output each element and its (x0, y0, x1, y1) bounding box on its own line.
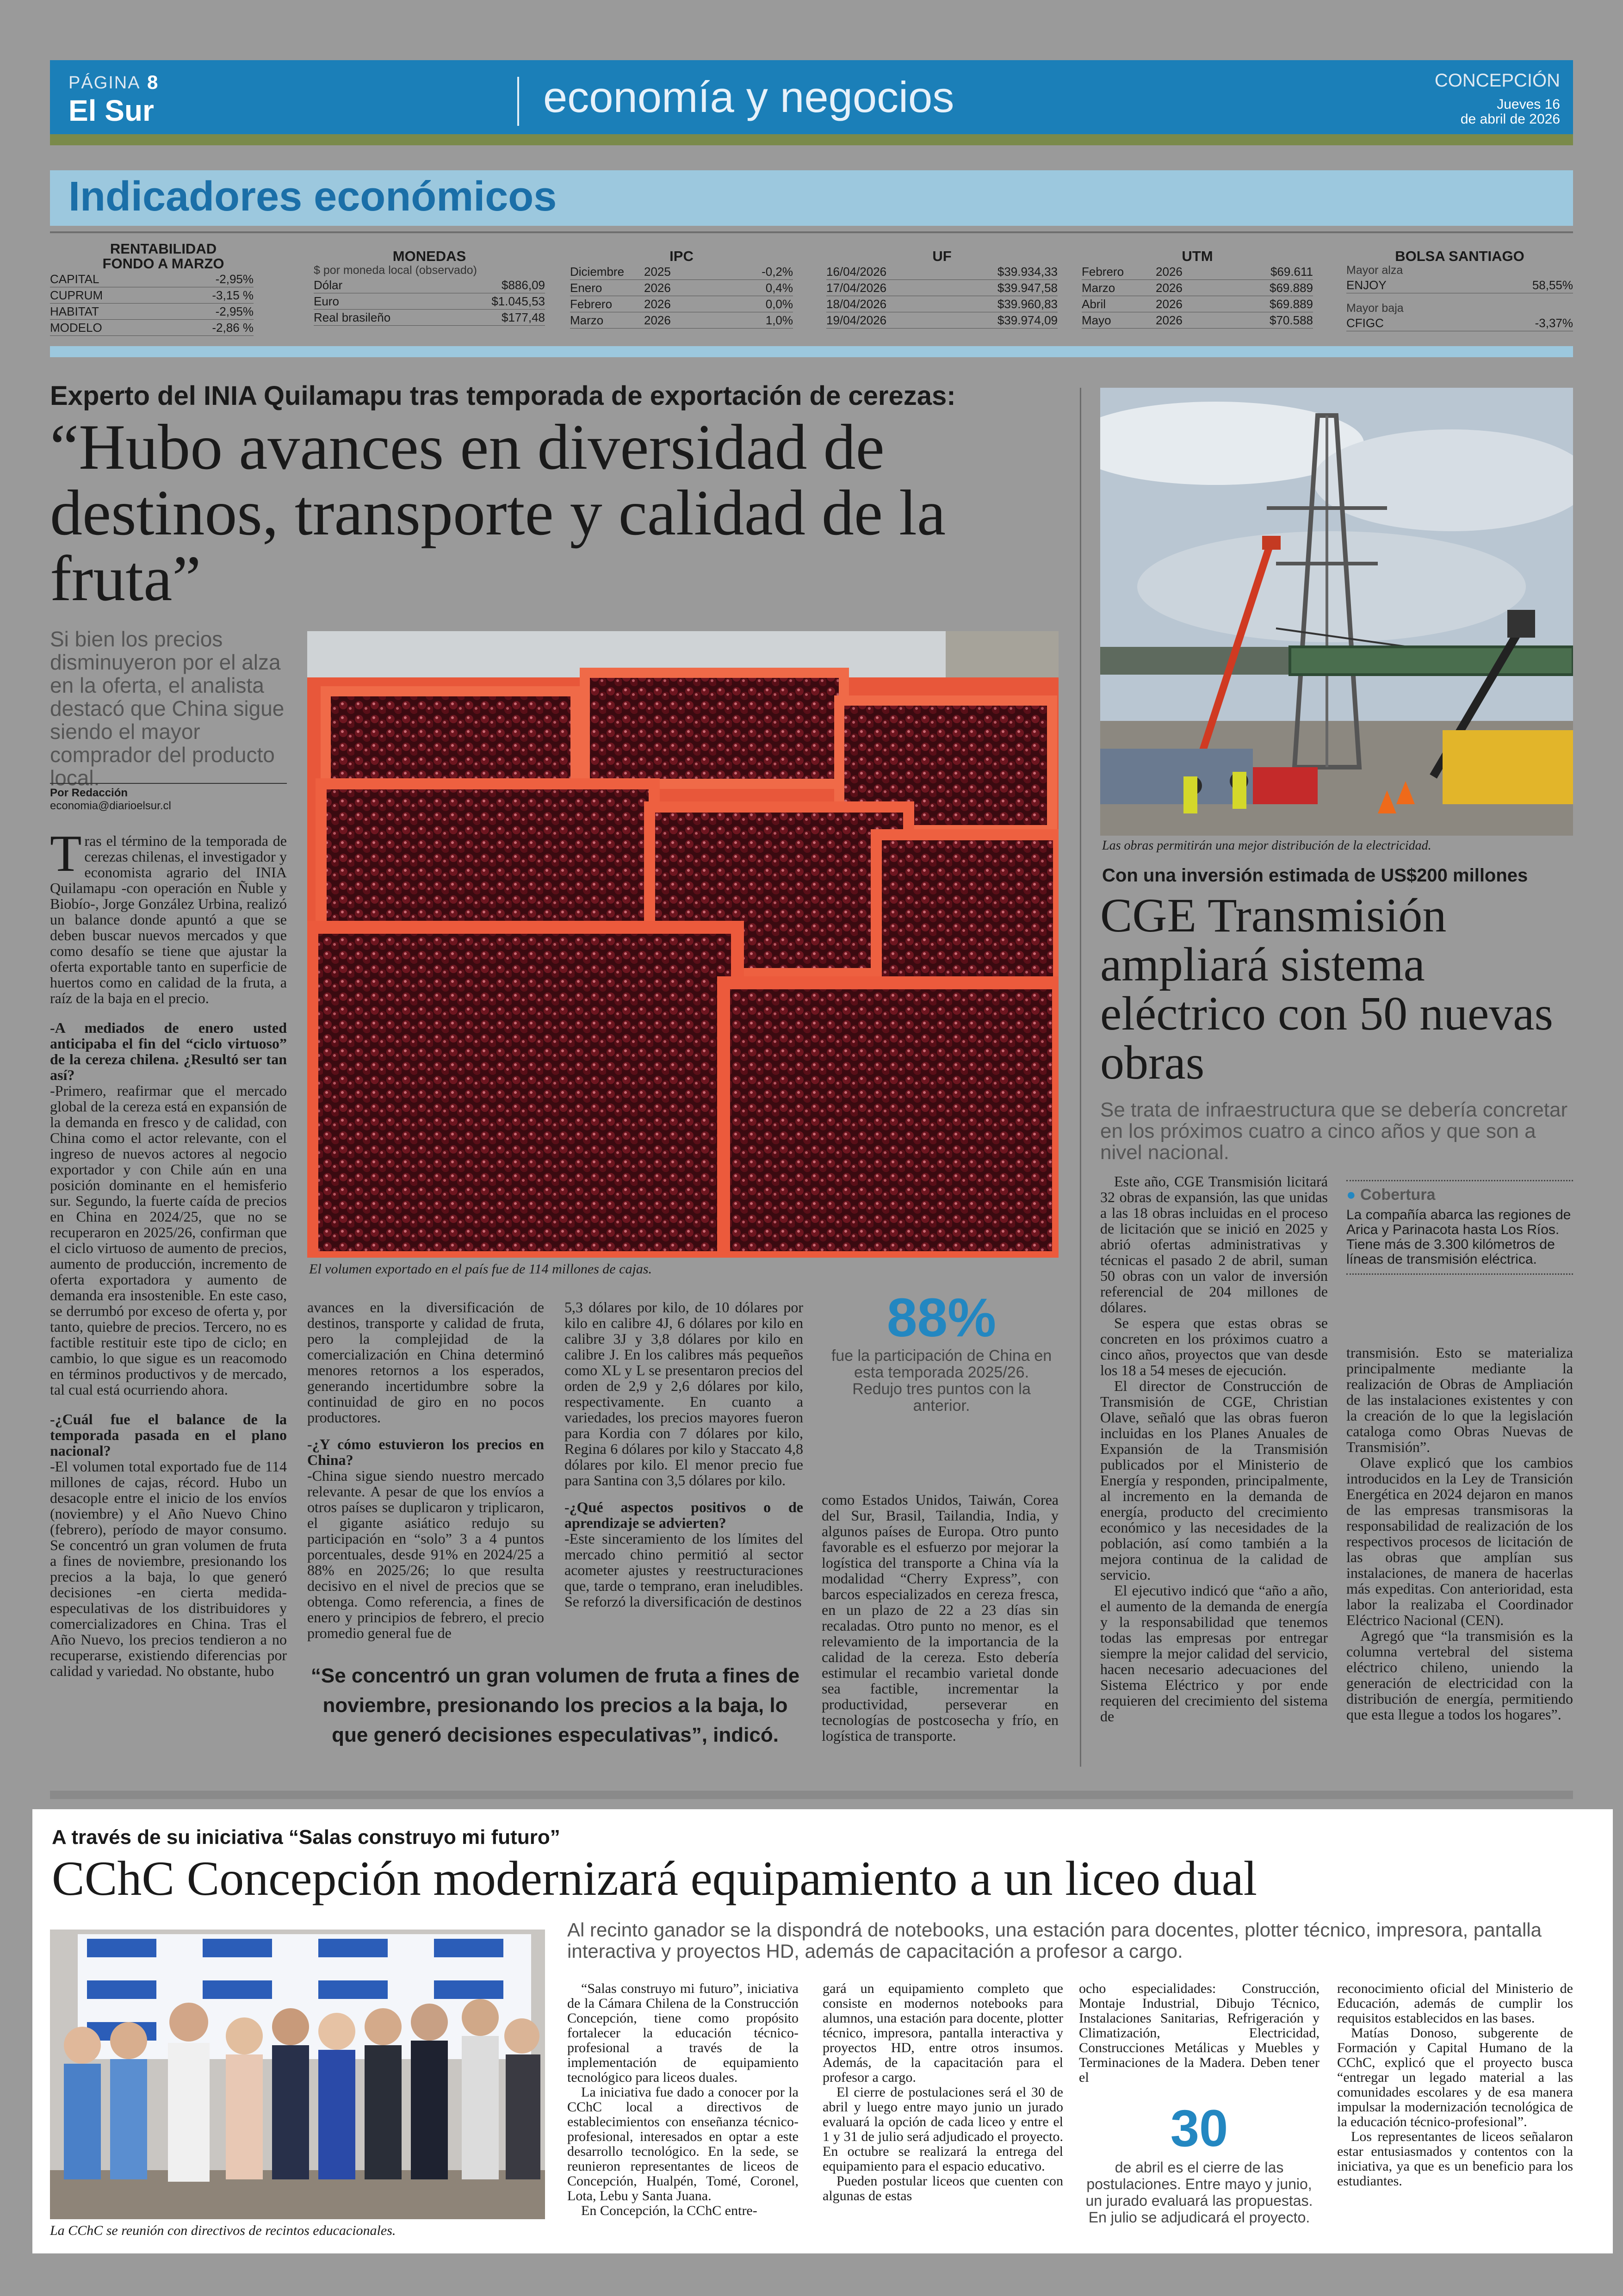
cchc-p8: reconocimiento oficial del Ministerio de Educación, además de cumplir los requisitos establecidos en las bases. (1337, 1981, 1573, 2026)
dropcap: T (50, 825, 82, 882)
alza-value: 58,55% (1532, 278, 1573, 292)
indicator-row (826, 296, 1058, 312)
indicator-cell: CUPRUM (50, 288, 103, 302)
indicator-row (826, 312, 1058, 329)
cchc-p4: gará un equipamiento completo que consiste en modernos notebooks para alumnos, una estación para docente, plotter técnico, impresora, pantalla interactiva y proyectos HD, entre otros insumos. Además, de la capacitación para el profesor a cargo. (823, 1981, 1063, 2085)
indicator-row (314, 310, 545, 326)
cchc-p1: “Salas construyo mi futuro”, iniciativa de la Cámara Chilena de la Construcción Concepción, tiene como propósito fortalecer la educación técnico-profesional a través de la implementación de equipamiento tecnológico para liceos duales. (567, 1981, 799, 2085)
article1-headline: “Hubo avances en diversidad de destinos, transporte y calidad de la fruta” (50, 411, 946, 614)
page-header (50, 60, 1573, 134)
indicator-cell: 0,4% (765, 281, 793, 295)
article3-headline: CChC Concepción modernizará equipamiento a un liceo dual (52, 1851, 1258, 1905)
col3-text: 5,3 dólares por kilo, de 10 dólares por kilo en calibre 4J, 6 dólares por kilo en calibre 3J y 3,8 dólares por kilo en calibre J. En los calibres más pequeños como XL y L se presentaron precios del orden de 2,9 y 2,6 dólares por kilo, respectivamente. En cuanto a variedades, los precios mayores fueron para Kordia con 7 dólares por kilo, Regina 6 dólares por kilo y Staccato 4,8 dólares por kilo. El menor precio fue para Santina con 3,5 dólares por kilo. (564, 1299, 803, 1489)
byline-email: economia@diarioelsur.cl (50, 800, 171, 812)
bolsa-baja-label: Mayor baja (1346, 302, 1404, 315)
indicator-cell: Febrero (1082, 265, 1124, 279)
monedas-subtitle: $ por moneda local (observado) (314, 264, 477, 277)
cobertura-box (1346, 1180, 1573, 1275)
indicators-bottom-band (50, 346, 1573, 357)
cchc-photo (50, 1930, 545, 2219)
section-separator (50, 1791, 1573, 1799)
section-title: economía y negocios (543, 73, 954, 121)
ipc-rows (570, 264, 793, 329)
indicator-cell: Enero (570, 281, 602, 295)
cge-p3: El director de Construcción de Transmisión de CGE, Christian Olave, señaló que las obras fueron incluidas en los Planes Anuales de Expansión de la Transmisión publicados por el Ministerio de Energía y responden, principalmente, al incremento en la demanda de energía, producto del crecimiento económico y las necesidades de la población, así como también a la mejora continua de la calidad de servicio. (1100, 1378, 1328, 1583)
cobertura-title-row (1346, 1186, 1573, 1204)
indicator-cell: CAPITAL (50, 272, 99, 286)
indicator-cell: -3,15 % (212, 288, 254, 302)
cge-p2: Se espera que estas obras se concreten en los próximos cuatro a cinco años, proyectos que van desde los 18 a 54 meses de ejecución. (1100, 1315, 1328, 1378)
utm-block (1082, 249, 1313, 329)
article1-col3 (564, 1299, 803, 1609)
uf-rows (826, 264, 1058, 329)
bolsa-baja-row (1346, 315, 1573, 331)
indicator-cell: -0,2% (762, 265, 793, 279)
cge-p4: El ejecutivo indicó que “año a año, el aumento de la demanda de energía y la responsabilidad que tenemos todas las empresas por entregar siempre la mejor calidad del servicio, hacen necesario adecuaciones del Sistema Eléctrico y por ende requieren del crecimiento del sistema de (1100, 1582, 1328, 1725)
answer-2: -El volumen total exportado fue de 114 millones de cajas, récord. Hubo un desacople entre el inicio de los envíos (noviembre) y el Año Nuevo Chino (febrero), período de mayor consumo. Se concentró un gran volumen de fruta a fines de noviembre, presionando los precios a la baja, lo que generó decisiones -en cierta medida- especulativas de los distribuidores y comercializadores en China. Tras el Año Nuevo, los precios tendieron a no recuperarse, existiendo diferencias por calidad y variedad. No obstante, hubo (50, 1458, 287, 1679)
city: CONCEPCIÓN (1434, 70, 1560, 91)
indicator-cell: $69.889 (1270, 281, 1313, 295)
article2-kicker: Con una inversión estimada de US$200 millones (1102, 865, 1528, 886)
indicator-cell: $39.934,33 (997, 265, 1058, 279)
indicator-cell: $69.889 (1270, 297, 1313, 311)
article1-col4 (822, 1492, 1059, 1744)
cherries-photo (307, 631, 1059, 1258)
article3-col4 (1337, 1981, 1573, 2189)
page-label: PÁGINA (68, 73, 141, 93)
fondo-block (50, 242, 254, 336)
intro-rest: ras el término de la temporada de cerezas chilenas, el investigador y economista agrario del INIA Quilamapu -con operación en Ñuble y Biobío-, Jorge González Urbina, realizó un balance donde apuntó a que se deben buscar nuevos mercados y que como desafío se tiene que ajustar la oferta exportable tanto en superficie de huertos como en calidad de la fruta, a raíz de la baja en el precio. (50, 832, 287, 1006)
indicator-cell: $886,09 (502, 278, 545, 292)
ipc-title: IPC (669, 248, 694, 264)
stat-30: 30 (1170, 2099, 1228, 2157)
pull-quote: “Se concentró un gran volumen de fruta a fines de noviembre, presionando los precios a la baja, lo que generó decisiones especulativas”, indicó. (310, 1664, 800, 1746)
indicator-cell: 2026 (1156, 297, 1183, 311)
indicator-row (50, 271, 254, 287)
article1-col2 (307, 1299, 544, 1641)
indicator-cell: -2,95% (215, 304, 254, 318)
cobertura-title: Cobertura (1360, 1186, 1436, 1204)
header-divider (517, 77, 519, 126)
indicator-cell: 1,0% (765, 313, 793, 327)
column-divider (1080, 388, 1081, 1767)
col2-text: avances en la diversificación de destinos, transporte y calidad de fruta, pero la complejidad de la comercialización en China determinó menores retornos a los esperados, generando incertidumbre sobre la continuidad de giro en no pocos productores. (307, 1299, 544, 1426)
cge-photo (1100, 388, 1573, 836)
cchc-p3: En Concepción, la CChC entre- (581, 2203, 757, 2218)
indicator-cell: 2026 (644, 281, 671, 295)
indicator-row (826, 264, 1058, 280)
indicator-cell: Marzo (570, 313, 604, 327)
article2-col2 (1346, 1345, 1573, 1722)
indicator-cell: $39.974,09 (997, 313, 1058, 327)
indicators-band (50, 170, 1573, 226)
indicator-cell: Febrero (570, 297, 613, 311)
indicator-cell: MODELO (50, 321, 102, 335)
article3-col2 (823, 1981, 1063, 2203)
indicators-title: Indicadores económicos (68, 174, 557, 220)
article2-col1 (1100, 1173, 1328, 1724)
article1-lead: Si bien los precios disminuyeron por el alza en la oferta, el analista destacó que China sigue siendo el mayor comprador del producto local. (50, 627, 285, 790)
indicator-cell: 17/04/2026 (826, 281, 887, 295)
cchc-p7: ocho especialidades: Construcción, Montaje Industrial, Dibujo Técnico, Instalaciones Sanitarias, Refrigeración y Climatización, Electricidad, Construcciones Metálicas y Muebles y Terminaciones de la Madera. Deben tener el (1079, 1981, 1319, 2085)
stat-88: 88% (886, 1287, 997, 1348)
indicator-cell: Mayo (1082, 313, 1111, 327)
cherries-photo-caption: El volumen exportado en el país fue de 114 millones de cajas. (309, 1261, 652, 1277)
indicator-cell: 19/04/2026 (826, 313, 887, 327)
article1-col1 (50, 825, 287, 1679)
indicator-row (50, 304, 254, 320)
date-line2: de abril de 2026 (1460, 112, 1560, 127)
indicator-cell: 0,0% (765, 297, 793, 311)
fondo-rows (50, 271, 254, 336)
indicator-cell: Marzo (1082, 281, 1115, 295)
indicator-cell: $1.045,53 (491, 294, 545, 308)
indicator-row (314, 293, 545, 310)
indicator-cell: HABITAT (50, 304, 99, 318)
indicator-cell: 16/04/2026 (826, 265, 887, 279)
stat-30-caption: de abril es el cierre de las postulaciones. Entre mayo y junio, un jurado evaluará las propuestas. En julio se adjudicará el proyecto. (1085, 2159, 1313, 2226)
indicator-cell: Diciembre (570, 265, 625, 279)
cge-photo-caption: Las obras permitirán una mejor distribución de la electricidad. (1102, 838, 1431, 853)
article1-kicker: Experto del INIA Quilamapu tras temporada de exportación de cerezas: (50, 381, 956, 411)
article3-lead: Al recinto ganador se la dispondrá de notebooks, una estación para docentes, plotter técnico, impresora, pantalla interactiva y proyectos HD, además de capacitación a profesor a cargo. (567, 1919, 1542, 1962)
utm-rows (1082, 264, 1313, 329)
indicator-cell: 2025 (644, 265, 671, 279)
article3-kicker: A través de su iniciativa “Salas construyo mi futuro” (52, 1826, 560, 1849)
monedas-block (314, 249, 545, 326)
cchc-p6: Pueden postular liceos que cuenten con algunas de estas (823, 2173, 1063, 2203)
indicator-cell: -2,86 % (212, 321, 254, 335)
indicator-cell: $177,48 (502, 310, 545, 324)
cchc-p10: Los representantes de liceos señalaron estar entusiasmados y contentos con la iniciativa, ya que es un beneficio para los estudiantes. (1337, 2129, 1573, 2189)
answer-3: -China sigue siendo nuestro mercado relevante. A pesar de que los envíos a otros países se duplicaron y triplicaron, el gigante asiático redujo su participación en “solo” 3 a 4 puntos porcentuales, desde 91% en 2024/25 a 88% en 2025/26; lo que resulta decisivo en el nivel de precios que se obtenga. Como referencia, a fines de enero y principios de febrero, el precio promedio general fue de (307, 1467, 544, 1641)
stat-88-caption: fue la participación de China en esta temporada 2025/26. Redujo tres puntos con la anterior. (831, 1347, 1052, 1415)
indicator-row (570, 296, 793, 312)
col4-text: como Estados Unidos, Taiwán, Corea del Sur, Brasil, Tailandia, India, y algunos países de Europa. Otro punto favorable es el esfuerzo por mejorar la logística del transporte a China vía la modalidad “Cherry Express”, con barcos especializados en cereza fresca, en un plazo de 22 a 23 días sin recaladas. Otro punto no menor, es el relevamiento de la importancia de la calidad de la cereza. Esto debería estimular el recambio varietal donde sea factible, incrementar la productividad, perseverar en tecnologías de postcosecha y frío, en logística de transporte. (822, 1491, 1059, 1744)
bolsa-block (1346, 249, 1573, 331)
fondo-title: RENTABILIDAD FONDO A MARZO (102, 241, 224, 272)
baja-value: -3,37% (1535, 316, 1573, 330)
indicator-cell: -2,95% (215, 272, 254, 286)
cge-p5: transmisión. Esto se materializa principalmente mediante la realización de Obras de Ampliación de las instalaciones existentes y con la creación de lo que la legislación cataloga como Obras Nuevas de Transmisión”. (1346, 1344, 1573, 1455)
alza-name: ENJOY (1346, 278, 1387, 292)
indicator-cell: 2026 (644, 297, 671, 311)
indicator-cell: 2026 (1156, 313, 1183, 327)
bolsa-alza-label: Mayor alza (1346, 264, 1403, 277)
bolsa-alza-row (1346, 277, 1573, 293)
article1-intro (50, 825, 287, 1006)
indicator-row (570, 280, 793, 296)
indicator-row (1082, 296, 1313, 312)
cherries-photo-illustration (307, 631, 1059, 1258)
question-3: -¿Y cómo estuvieron los precios en China? (307, 1436, 544, 1468)
cchc-p9: Matías Donoso, subgerente de Formación y Capital Humano de la CChC, explicó que el proyecto busca “entregar un legado material a las comunidades escolares y de esa manera impulsar la modernización tecnológica de la educación técnico-profesional”. (1337, 2025, 1573, 2129)
indicator-row (1082, 264, 1313, 280)
ipc-block (570, 249, 793, 329)
cchc-p5: El cierre de postulaciones será el 30 de abril y luego entre mayo junio un jurado evaluará la opción de cada liceo y entre el 1 y 31 de julio será adjudicado el proyecto. En octubre se realizará la entrega del equipamiento para el espacio educativo. (823, 2085, 1063, 2174)
answer-1: -Primero, reafirmar que el mercado global de la cereza está en expansión de la demanda en fresco y de calidad, con China como el actor relevante, con el ingreso de nuevos actores al negocio exportador y con Chile aún en una posición dominante en el hemisferio sur. Segundo, la fuerte caída de precios en China en 2024/25, que no se recuperaron en 2025/26, confirman que el ciclo virtuoso de aumento de precios, aumento de producción, incremento de oferta exportadora y aumento de demanda era insostenible. En este caso, se derrumbó por exceso de oferta y, por tanto, quiebre de precios. Tercero, no es factible restituir este tipo de ciclo; en cambio, lo que sigue es un reacomodo en términos productivos y de mercado, tal cual está ocurriendo ahora. (50, 1082, 287, 1398)
cge-p1: Este año, CGE Transmisión licitará 32 obras de expansión, las que unidas a las 18 obras incluidas en el proceso de licitación que se inició en 2025 y abrió ofertas administrativas y técnicas el pasado 2 de abril, suman 50 obras con un valor de inversión referencial de 204 millones de dólares. (1100, 1173, 1328, 1316)
bolsa-title: BOLSA SANTIAGO (1395, 248, 1524, 264)
uf-block (826, 249, 1058, 329)
answer-4: -Este sinceramiento de los límites del mercado chino permitió al sector acometer ajustes y reestructuraciones que, tarde o temprano, eran ineludibles. Se reforzó la diversificación de destinos (564, 1530, 803, 1610)
byline: Por Redacción (50, 787, 128, 799)
indicator-cell: $39.960,83 (997, 297, 1058, 311)
cge-photo-illustration (1100, 388, 1573, 836)
indicator-cell: 2026 (1156, 265, 1183, 279)
question-4: -¿Qué aspectos positivos o de aprendizaje se advierten? (564, 1499, 803, 1531)
header-strip (50, 134, 1573, 145)
cobertura-text: La compañía abarca las regiones de Arica y Parinacota hasta Los Ríos. Tiene más de 3.300 kilómetros de líneas de transmisión eléctrica. (1346, 1207, 1571, 1267)
date-line1: Jueves 16 (1497, 97, 1560, 112)
monedas-title: MONEDAS (392, 248, 466, 264)
indicator-row (570, 312, 793, 329)
indicator-row (1082, 312, 1313, 329)
indicator-cell: 18/04/2026 (826, 297, 887, 311)
indicator-cell: 2026 (644, 313, 671, 327)
date (1461, 97, 1560, 127)
indicator-row (314, 277, 545, 293)
cchc-p2: La iniciativa fue dado a conocer por la CChC local a directivos de establecimientos con enseñanza técnico-profesional, interesados en optar a este desarrollo tecnológico. En la sede, se reunieron representantes de liceos de Concepción, Hualpén, Tomé, Coronel, Lota, Lebu y Santa Juana. (567, 2085, 799, 2203)
indicator-row (50, 320, 254, 336)
bullet-icon: ● (1346, 1186, 1356, 1204)
indicator-cell: Abril (1082, 297, 1106, 311)
indicator-row (570, 264, 793, 280)
indicator-cell: Real brasileño (314, 310, 391, 324)
indicator-cell: $39.947,58 (997, 281, 1058, 295)
cge-p6: Olave explicó que los cambios introducidos en la Ley de Transición Energética en 2024 dejaron en manos de las empresas transmisoras la responsabilidad de realización de los respectivos procesos de licitación de las obras que amplían sus instalaciones, de manera de hacerlas más expeditas. Con anterioridad, esta labor la realizaba el Coordinador Eléctrico Nacional (CEN). (1346, 1454, 1573, 1628)
indicators-rule (50, 231, 1573, 233)
article3-col1 (567, 1981, 799, 2218)
indicator-cell: 2026 (1156, 281, 1183, 295)
byline-rule (50, 783, 287, 784)
page-number: 8 (147, 71, 158, 93)
indicator-row (826, 280, 1058, 296)
indicator-row (1082, 280, 1313, 296)
cge-p7: Agregó que “la transmisión es la columna vertebral del sistema eléctrico chileno, uniendo la generación de electricidad con la distribución de energía, permitiendo que esta llegue a todos los hogares”. (1346, 1627, 1573, 1723)
baja-name: CFIGC (1346, 316, 1384, 330)
indicator-cell: $69.611 (1270, 265, 1313, 279)
article2-lead: Se trata de infraestructura que se debería concretar en los próximos cuatro a cinco años y que son a nivel nacional. (1100, 1098, 1568, 1164)
indicator-cell: $70.588 (1270, 313, 1313, 327)
uf-title: UF (932, 248, 952, 264)
article3-col3 (1079, 1981, 1319, 2085)
indicator-cell: Euro (314, 294, 339, 308)
monedas-rows (314, 277, 545, 326)
cchc-photo-illustration (50, 1930, 545, 2219)
paper-name: El Sur (68, 94, 154, 127)
indicator-row (50, 287, 254, 304)
question-2: -¿Cuál fue el balance de la temporada pasada en el plano nacional? (50, 1411, 287, 1459)
question-1: -A mediados de enero usted anticipaba el fin del “ciclo virtuoso” de la cereza chilena. ¿Resultó ser tan así? (50, 1019, 287, 1083)
utm-title: UTM (1182, 248, 1213, 264)
indicator-cell: Dólar (314, 278, 343, 292)
cchc-photo-caption: La CChC se reunión con directivos de recintos educacionales. (50, 2223, 396, 2238)
article2-headline: CGE Transmisión ampliará sistema eléctrico con 50 nuevas obras (1100, 889, 1553, 1089)
